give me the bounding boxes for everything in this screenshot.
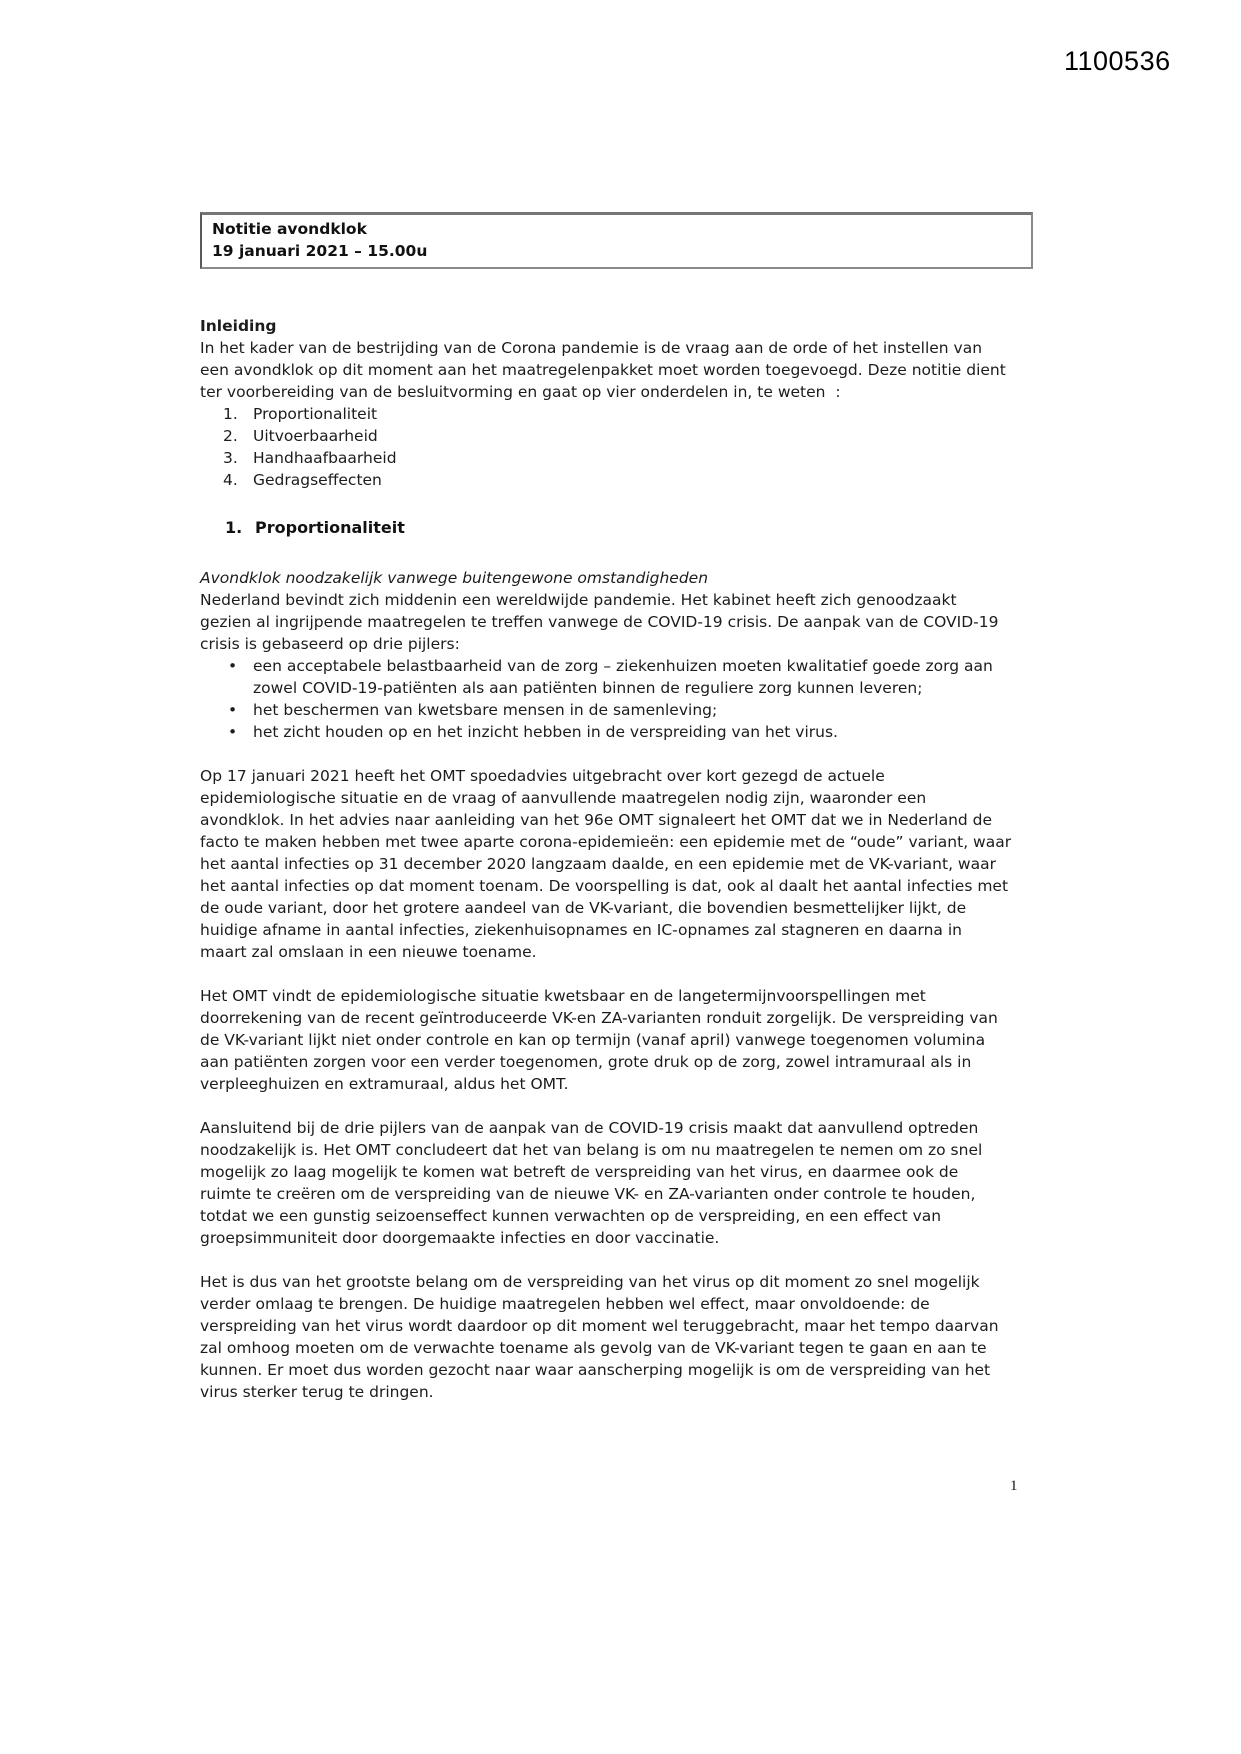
paragraph: Op 17 januari 2021 heeft het OMT spoedadvies uitgebracht over kort gezegd de actuele epidemiologische situatie en de vraag of aanvullende maatregelen nodig zijn, waaronder een avondklok. In het advies naar aanleiding van het 96e OMT signaleert het OMT dat we in Nederland de facto te maken hebben met twee aparte corona-epidemieën: een epidemie met de “oude” variant, waar het aantal infecties op 31 december 2020 langzaam daalde, en een epidemie met de VK-variant, waar het aantal infecties op dat moment toenam. De voorspelling is dat, ook al daalt het aantal infecties met de oude variant, door het grotere aandeel van de VK-variant, die bovendien besmettelijker lijkt, de huidige afname in aantal infecties, ziekenhuisopnames en IC-opnames zal stagneren en daarna in maart zal omslaan in een nieuwe toename. (200, 767, 1017, 961)
title-box-line2: 19 januari 2021 – 15.00u (212, 242, 428, 260)
list-item-label: Gedragseffecten (253, 471, 382, 489)
page-number: 1 (1010, 1478, 1018, 1494)
section-1-title: Proportionaliteit (255, 518, 405, 537)
section-1-number: 1. (225, 518, 243, 537)
title-box-line1: Notitie avondklok (212, 220, 367, 238)
list-item-label: Proportionaliteit (253, 405, 378, 423)
list-item-label: Uitvoerbaarheid (253, 427, 378, 445)
list-item-number: 4. (223, 471, 238, 489)
bullet-item (200, 699, 1033, 721)
list-item-label: Handhaafbaarheid (253, 449, 397, 467)
list-item-number: 2. (223, 427, 238, 445)
list-item (200, 403, 1033, 425)
paragraph: Nederland bevindt zich middenin een wereldwijde pandemie. Het kabinet heeft zich genoodzaakt gezien al ingrijpende maatregelen te treffen vanwege de COVID-19 crisis. De aanpak van de COVID-19 crisis is gebaseerd op drie pijlers: (200, 591, 1004, 653)
paragraph: Het is dus van het grootste belang om de verspreiding van het virus op dit moment zo snel mogelijk verder omlaag te brengen. De huidige maatregelen hebben wel effect, maar onvoldoende: de verspreiding van het virus wordt daardoor op dit moment wel teruggebracht, maar het tempo daarvan zal omhoog moeten om de verwachte toename als gevolg van de VK-variant tegen te gaan en aan te kunnen. Er moet dus worden gezocht naar waar aanscherping mogelijk is om de verspreiding van het virus sterker terug te dringen. (200, 1273, 1004, 1401)
bullet-list (200, 655, 1033, 743)
inleiding-heading: Inleiding (200, 317, 277, 335)
list-item (200, 447, 1033, 469)
list-item (200, 425, 1033, 447)
list-item-number: 3. (223, 449, 238, 467)
bullet-icon: • (228, 701, 238, 719)
paragraph: Aansluitend bij de drie pijlers van de aanpak van de COVID-19 crisis maakt dat aanvullend optreden noodzakelijk is. Het OMT concludeert dat het van belang is om nu maatregelen te nemen om zo snel mogelijk zo laag mogelijk te komen wat betreft de verspreiding van het virus, en daarmee ook de ruimte te creëren om de verspreiding van de nieuwe VK- en ZA-varianten onder controle te houden, totdat we een gunstig seizoenseffect kunnen verwachten op de verspreiding, en een effect van groepsimmuniteit door doorgemaakte infecties en door vaccinatie. (200, 1119, 988, 1247)
bullet-text: een acceptabele belastbaarheid van de zorg – ziekenhuizen moeten kwalitatief goede zorg aan zowel COVID-19-patiënten als aan patiënten binnen de reguliere zorg kunnen leveren; (253, 657, 993, 697)
paragraph: Het OMT vindt de epidemiologische situatie kwetsbaar en de langetermijnvoorspellingen met doorrekening van de recent geïntroduceerde VK-en ZA-varianten ronduit zorgelijk. De verspreiding van de VK-variant lijkt niet onder controle en kan op termijn (vanaf april) vanwege toegenomen volumina aan patiënten zorgen voor een verder toegenomen, grote druk op de zorg, zowel intramuraal als in verpleeghuizen en extramuraal, aldus het OMT. (200, 987, 1003, 1093)
bullet-text: het beschermen van kwetsbare mensen in de samenleving; (253, 701, 718, 719)
document-number: 1100536 (1064, 46, 1171, 76)
document-content (200, 212, 1033, 1403)
inleiding-paragraph: In het kader van de bestrijding van de Corona pandemie is de vraag aan de orde of het instellen van een avondklok op dit moment aan het maatregelenpakket moet worden toegevoegd. Deze notitie dient ter voorbereiding van de besluitvorming en gaat op vier onderdelen in, te weten : (200, 339, 1011, 401)
bullet-item (200, 721, 1033, 743)
list-item (200, 469, 1033, 491)
section-1-heading (200, 517, 1033, 539)
section-1-subheading: Avondklok noodzakelijk vanwege buitengewone omstandigheden (200, 569, 709, 587)
list-item-number: 1. (223, 405, 238, 423)
bullet-icon: • (228, 657, 238, 675)
bullet-item (200, 655, 1033, 699)
title-box (200, 212, 1033, 269)
inleiding-numbered-list (200, 403, 1033, 491)
bullet-text: het zicht houden op en het inzicht hebben in de verspreiding van het virus. (253, 723, 838, 741)
bullet-icon: • (228, 723, 238, 741)
